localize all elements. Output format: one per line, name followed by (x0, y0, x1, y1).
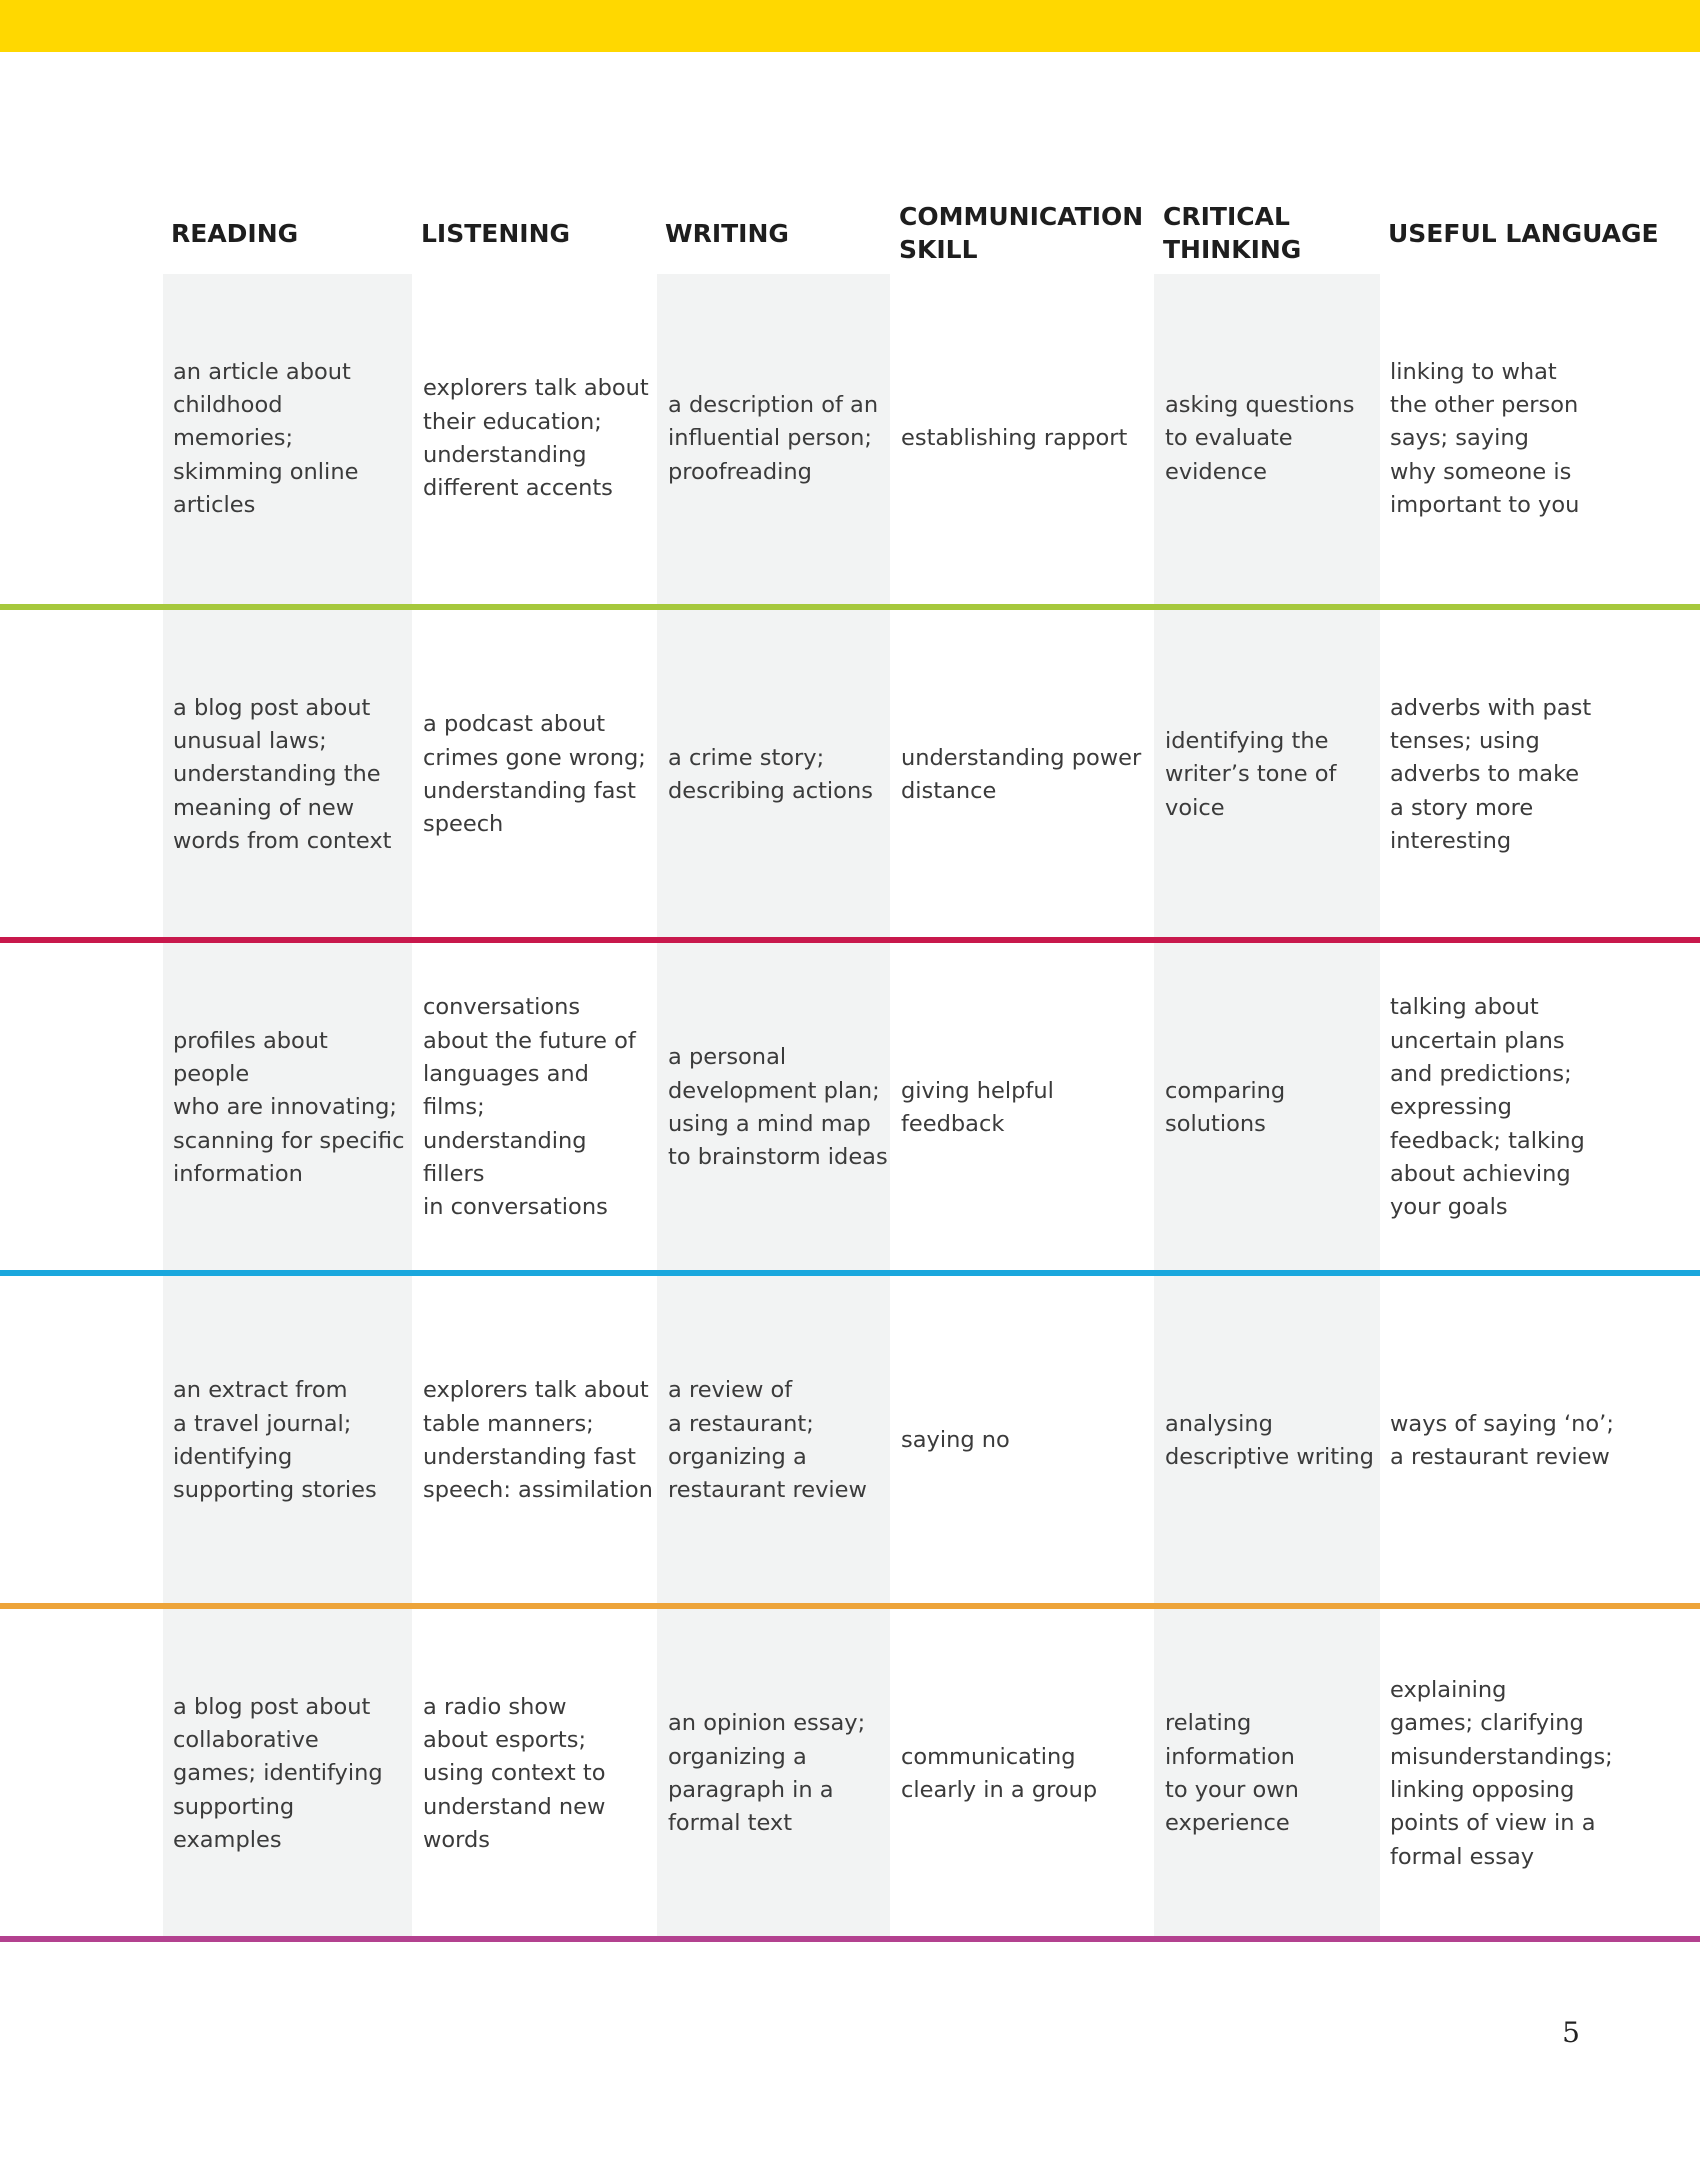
header-critical-thinking-label: CRITICAL THINKING (1163, 202, 1302, 264)
cell-useful-language: talking about uncertain plans and predictions; expressing feedback; talking about achieving your goals (1390, 994, 1585, 1221)
cell-useful-language: adverbs with past tenses; using adverbs to make a story more interesting (1390, 694, 1592, 854)
table-row (0, 1276, 1700, 1606)
cell-reading: profiles about people who are innovating; scanning for specific information (173, 1027, 405, 1187)
cell-useful-language: explaining games; clarifying misunderstandings; linking opposing points of view in a formal essay (1390, 1677, 1613, 1870)
header-listening (421, 198, 651, 268)
cell-writing: a description of an influential person; proofreading (668, 392, 879, 485)
cell-critical-thinking: comparing solutions (1165, 1077, 1286, 1137)
header-writing-label: WRITING (665, 218, 789, 248)
cell-listening: explorers talk about their education; understanding different accents (423, 375, 649, 502)
cell-communication: giving helpful feedback (901, 1077, 1054, 1137)
cell-critical-thinking: relating information to your own experience (1165, 1710, 1299, 1837)
cell-critical-thinking: asking questions to evaluate evidence (1165, 392, 1355, 485)
cell-communication: understanding power distance (901, 744, 1142, 804)
header-useful-language-label: USEFUL LANGUAGE (1388, 218, 1659, 248)
cell-communication: communicating clearly in a group (901, 1743, 1098, 1803)
table-row (0, 274, 1700, 604)
row-divider-5 (0, 1936, 1700, 1942)
header-communication-skill (899, 198, 1149, 268)
cell-communication: establishing rapport (901, 425, 1128, 452)
cell-listening: a radio show about esports; using context to understand new words (423, 1693, 606, 1853)
table-row (0, 1609, 1700, 1939)
header-reading (171, 198, 411, 268)
cell-communication: saying no (901, 1427, 1010, 1454)
cell-reading: an article about childhood memories; skimming online articles (173, 358, 359, 518)
table-row (0, 610, 1700, 940)
cell-useful-language: linking to what the other person says; saying why someone is important to you (1390, 358, 1580, 518)
table-row (0, 943, 1700, 1273)
cell-writing: an opinion essay; organizing a paragraph in a formal text (668, 1710, 866, 1837)
page-number: 5 (1562, 2016, 1580, 2049)
header-listening-label: LISTENING (421, 218, 571, 248)
top-color-band (0, 0, 1700, 52)
cell-listening: conversations about the future of languages and films; understanding fillers in conversations (423, 994, 636, 1221)
cell-reading: a blog post about unusual laws; understanding the meaning of new words from context (173, 694, 392, 854)
header-writing (665, 198, 885, 268)
cell-writing: a review of a restaurant; organizing a restaurant review (668, 1377, 867, 1504)
cell-critical-thinking: analysing descriptive writing (1165, 1410, 1374, 1470)
cell-useful-language: ways of saying ‘no’; a restaurant review (1390, 1410, 1614, 1470)
cell-reading: an extract from a travel journal; identifying supporting stories (173, 1377, 377, 1504)
cell-reading: a blog post about collaborative games; identifying supporting examples (173, 1693, 383, 1853)
header-critical-thinking (1163, 198, 1373, 268)
header-reading-label: READING (171, 218, 299, 248)
cell-listening: a podcast about crimes gone wrong; understanding fast speech (423, 711, 646, 838)
header-useful-language (1388, 198, 1678, 268)
header-communication-skill-label: COMMUNICATION SKILL (899, 202, 1144, 264)
cell-writing: a personal development plan; using a mind map to brainstorm ideas (668, 1044, 888, 1171)
cell-listening: explorers talk about table manners; understanding fast speech: assimilation (423, 1377, 653, 1504)
cell-critical-thinking: identifying the writer’s tone of voice (1165, 728, 1337, 821)
cell-writing: a crime story; describing actions (668, 744, 873, 804)
